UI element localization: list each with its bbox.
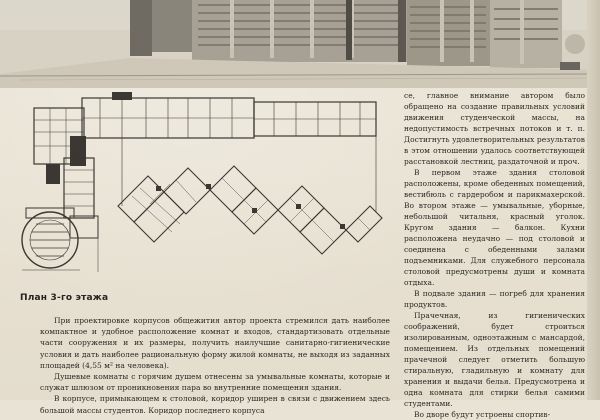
paragraph: Прачечная, из гигиенических соображений, будет строиться изолированным, одноэтажным с мансардой, помещением. Из отдельных помещений прачечной следует отметить большую стиральную, гладильную и комнату для хранения и выдачи белья. Предусмотрена и одна комната для стирки белья самими студентами. [404, 311, 585, 408]
page-edge [587, 0, 600, 400]
paragraph: Во дворе будут устроены спортив- [414, 410, 551, 419]
figure-caption: План 3-го этажа [20, 293, 109, 303]
paragraph: В подвале здания — погреб для хранения продуктов. [404, 289, 585, 309]
bottom-text-block [40, 315, 390, 416]
paragraph: При проектировке корпусов общежития автор проекта стремился дать наиболее компактное и удобное расположение комнат и входов, стандартизовать отдельные части сооружения и их размеры, получить наилучшие санитарно-гигиенические условия и дать наиболее рациональную форму жилой комнаты, не выходя из заданных площадей (4,55 м² на человека). [40, 316, 390, 370]
right-text-column [404, 90, 585, 420]
paragraph: В первом этаже здания столовой расположены, кроме обеденных помещений, вестибюль с гардеробом и парикмахерской. Во втором этаже — умывальные, уборные, небольшой читальня, красный уголок. Кругом здания — балкон. Кухни расположена неудачно — под столовой и соединена с обеденными залами подъемниками. Для служебного персонала столовой предусмотрены души и комната отдыха. [404, 168, 585, 287]
building-elevation-image [0, 0, 600, 88]
paragraph: В корпусе, примыкающем к столовой, коридор уширен в связи с движением здесь большой массы студентов. Коридор последнего корпуса [40, 394, 390, 415]
paragraph: Душевые комнаты с горячим душем отнесены за умывальные комнаты, которые и служат шлюзом от проникновения пара во внутренние помещения здания. [40, 372, 390, 393]
floor-plan-drawing [22, 92, 382, 272]
paragraph: се, главное внимание автором было обращено на создание правильных условий движения студенческой массы, на недопустимость встречных потоков и т. п. Достигнуть удовлетворительных результатов в этом отношении удалось соответствующей расстановкой лестниц, раздаточной и проч. [404, 91, 585, 166]
